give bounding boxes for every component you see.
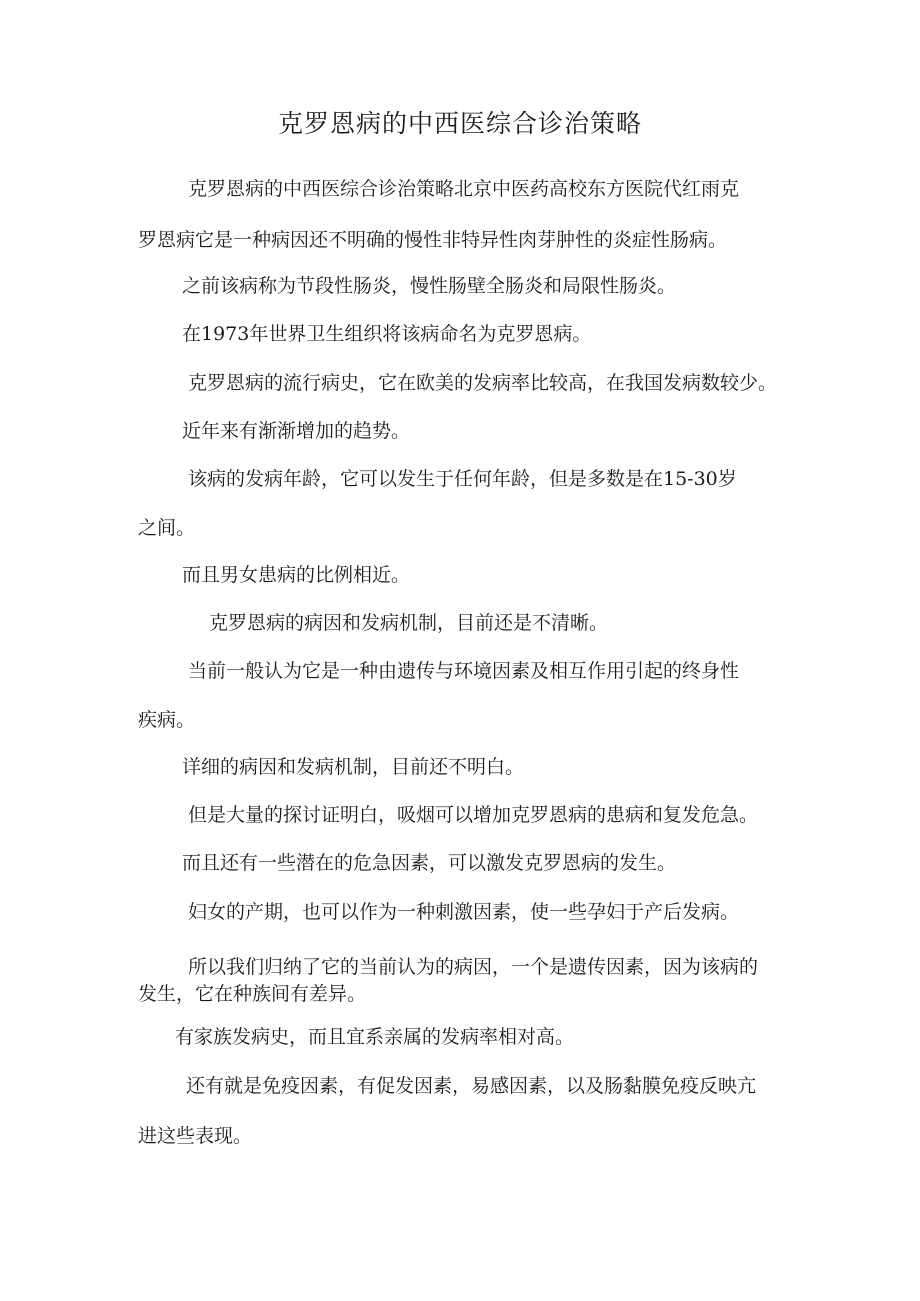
paragraph-line: 克罗恩病的流行病史，它在欧美的发病率比较高，在我国发病数较少。 <box>188 372 778 394</box>
paragraph-line: 发生，它在种族间有差异。 <box>138 983 367 1005</box>
paragraph-line: 克罗恩病的病因和发病机制，目前还是不清晰。 <box>209 612 609 634</box>
paragraph-line: 近年来有渐渐增加的趋势。 <box>182 420 411 442</box>
paragraph-line: 该病的发病年龄，它可以发生于任何年龄，但是多数是在15-30岁 <box>188 468 737 490</box>
paragraph-line: 妇女的产期，也可以作为一种刺激因素，使一些孕妇于产后发病。 <box>188 901 740 923</box>
paragraph-line: 但是大量的探讨证明白，吸烟可以增加克罗恩病的患病和复发危急。 <box>188 804 759 826</box>
paragraph-line: 还有就是免疫因素，有促发因素，易感因素，以及肠黏膜免疫反映亢 <box>186 1075 757 1097</box>
paragraph-line: 当前一般认为它是一种由遗传与环境因素及相互作用引起的终身性 <box>188 660 740 682</box>
paragraph-line: 进这些表现。 <box>138 1125 253 1147</box>
paragraph-line: 详细的病因和发病机制，目前还不明白。 <box>182 756 525 778</box>
paragraph-line: 罗恩病它是一种病因还不明确的慢性非特异性肉芽肿性的炎症性肠病。 <box>138 229 728 251</box>
paragraph-line: 在1973年世界卫生组织将该病命名为克罗恩病。 <box>182 323 592 345</box>
paragraph-line: 而且男女患病的比例相近。 <box>182 564 411 586</box>
paragraph-line: 克罗恩病的中西医综合诊治策略北京中医药高校东方医院代红雨克 <box>188 178 740 200</box>
paragraph-line: 而且还有一些潜在的危急因素，可以激发克罗恩病的发生。 <box>182 852 677 874</box>
document-title: 克罗恩病的中西医综合诊治策略 <box>277 109 642 138</box>
paragraph-line: 之前该病称为节段性肠炎，慢性肠壁全肠炎和局限性肠炎。 <box>182 275 677 297</box>
paragraph-line: 有家族发病史，而且宜系亲属的发病率相对高。 <box>175 1026 575 1048</box>
paragraph-line: 之间。 <box>138 517 196 539</box>
paragraph-line: 所以我们归纳了它的当前认为的病因，一个是遗传因素，因为该病的 <box>188 956 759 978</box>
paragraph-line: 疾病。 <box>138 709 196 731</box>
